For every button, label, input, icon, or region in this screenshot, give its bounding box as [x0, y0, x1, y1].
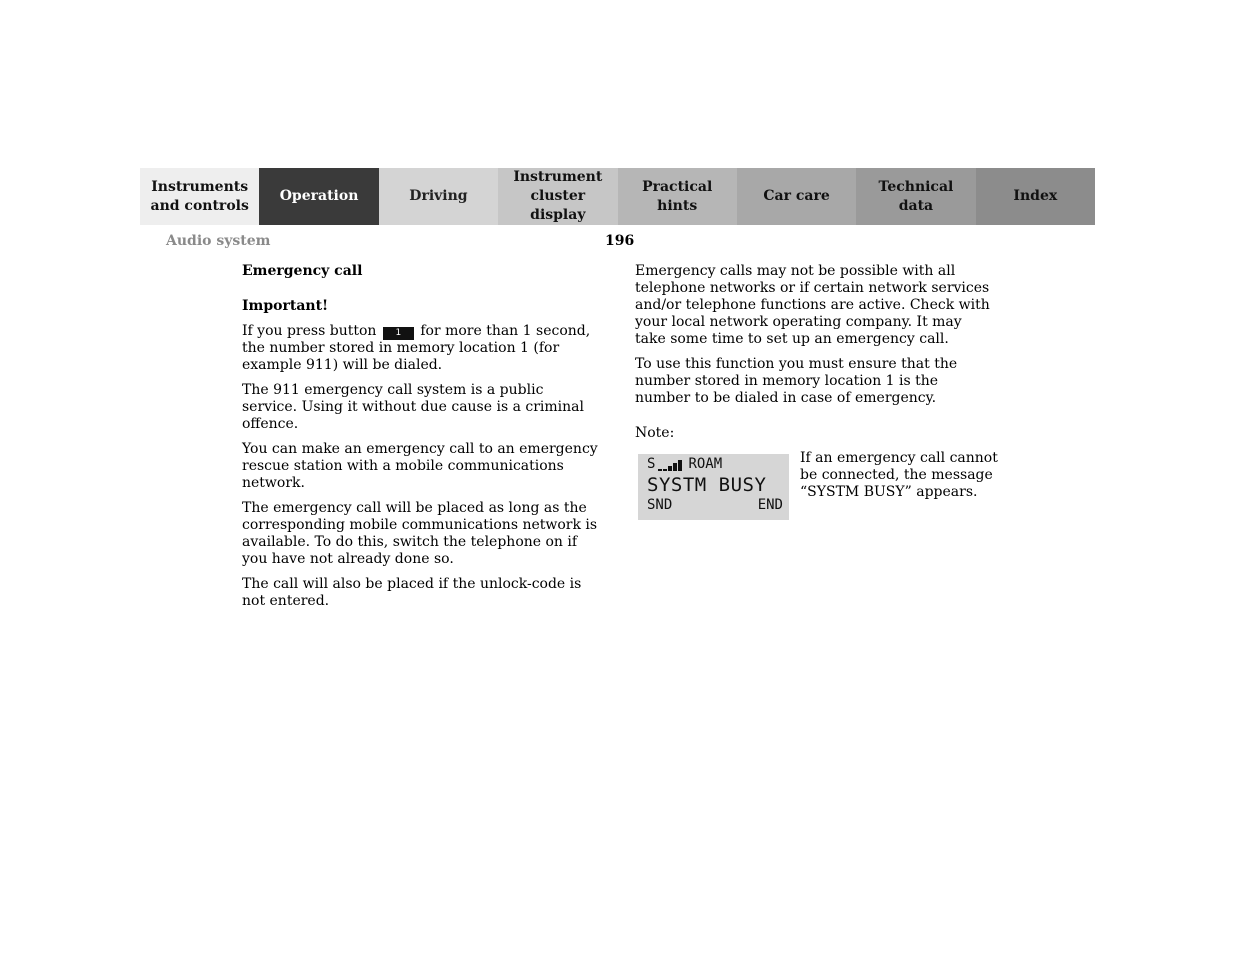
- tab-instrument-cluster-display[interactable]: Instrument cluster display: [498, 168, 617, 225]
- tab-technical-data[interactable]: Technical data: [856, 168, 975, 225]
- display-roam: ROAM: [688, 456, 723, 472]
- important-heading: Important!: [242, 298, 329, 314]
- paragraph-network-available: The emergency call will be placed as long as the corresponding mobile communications network is available. To do this, switch the telephone on if you have not already done so.: [242, 500, 598, 567]
- signal-strength-icon: [658, 459, 682, 471]
- tab-car-care[interactable]: Car care: [737, 168, 856, 225]
- page-number: 196: [605, 233, 635, 249]
- tab-operation[interactable]: Operation: [259, 168, 378, 225]
- tab-instruments-and-controls[interactable]: Instruments and controls: [140, 168, 259, 225]
- section-label: Audio system: [166, 233, 271, 249]
- phone-display: [638, 454, 789, 520]
- paragraph-text: for more than 1 second, the number stored in memory location 1 (for example 911) will be dialed.: [242, 323, 591, 373]
- paragraph-button-press: [242, 323, 602, 374]
- display-end-softkey: END: [757, 497, 783, 513]
- note-label: Note:: [635, 425, 675, 441]
- page-title: Emergency call: [242, 263, 363, 279]
- paragraph-public-service: The 911 emergency call system is a public service. Using it without due cause is a criminal offence.: [242, 382, 584, 432]
- key-1-icon: 1: [383, 327, 414, 340]
- display-snd-softkey: SND: [647, 497, 673, 513]
- tab-driving[interactable]: Driving: [379, 168, 498, 225]
- display-signal-prefix: S: [647, 456, 656, 472]
- display-status-row: [647, 456, 785, 473]
- display-softkeys: [647, 497, 785, 514]
- nav-tabs: [140, 168, 1095, 225]
- display-message: SYSTM BUSY: [647, 474, 767, 496]
- left-column: [242, 263, 602, 618]
- tab-practical-hints[interactable]: Practical hints: [618, 168, 737, 225]
- paragraph-text: If you press button: [242, 323, 377, 339]
- paragraph-memory-location: To use this function you must ensure that the number stored in memory location 1 is the number to be dialed in case of emergency.: [635, 356, 958, 406]
- tab-index[interactable]: Index: [976, 168, 1095, 225]
- right-column: [635, 263, 995, 450]
- paragraph-rescue-station: You can make an emergency call to an emergency rescue station with a mobile communications network.: [242, 441, 598, 491]
- paragraph-network-limits: Emergency calls may not be possible with all telephone networks or if certain network services and/or telephone functions are active. Check with your local network operating company. It may take some time to set up an emergency call.: [635, 263, 990, 347]
- paragraph-unlock-code: The call will also be placed if the unlock-code is not entered.: [242, 576, 582, 609]
- note-text: If an emergency call cannot be connected, the message “SYSTM BUSY” appears.: [800, 450, 998, 500]
